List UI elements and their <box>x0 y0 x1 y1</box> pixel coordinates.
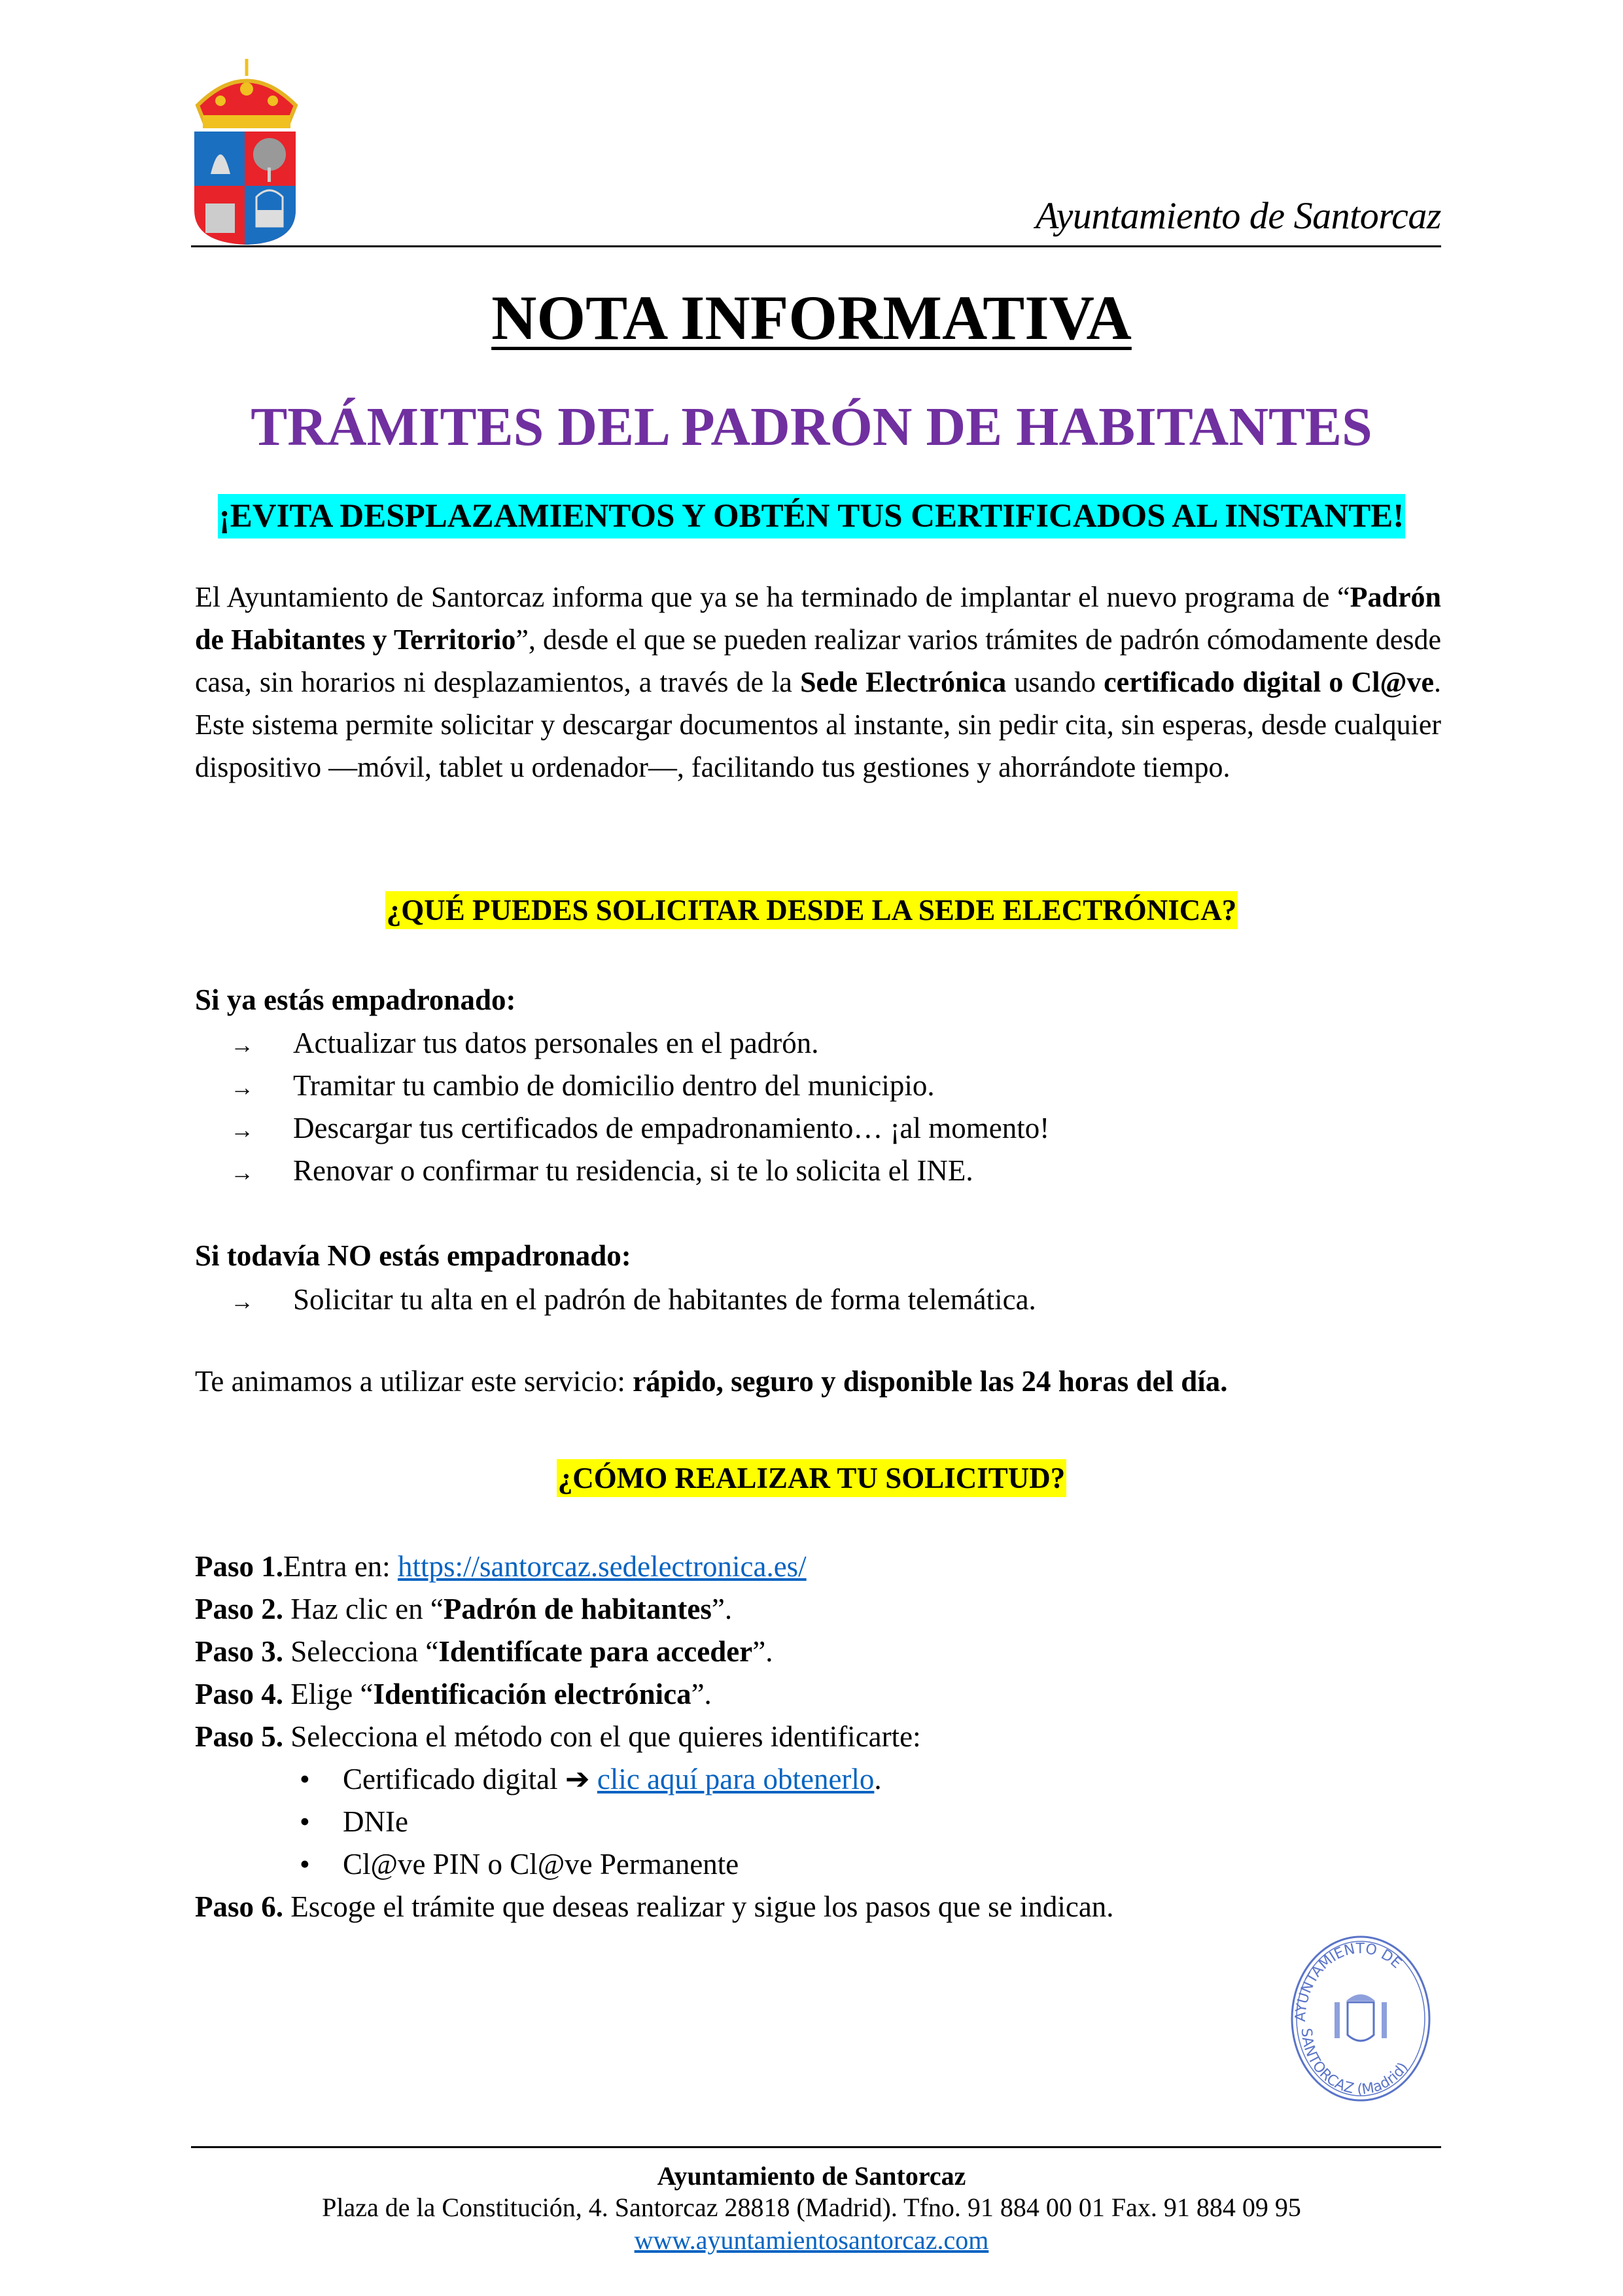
bullet-icon: • <box>300 1805 310 1838</box>
step-text: Haz clic en “ <box>283 1593 444 1625</box>
highlight-banner <box>0 497 1623 535</box>
intro-bold-program: Padrón de Habitantes y Territorio <box>195 581 1441 656</box>
get-certificate-link[interactable]: clic aquí para obtenerlo <box>597 1763 875 1795</box>
bullet-icon: • <box>300 1848 310 1881</box>
closing-bold: rápido, seguro y disponible las 24 horas del día. <box>633 1365 1228 1398</box>
official-stamp <box>1282 1930 1439 2107</box>
step-5 <box>195 1716 1114 1758</box>
arrow-icon: → <box>230 1288 254 1315</box>
step-text: Selecciona “ <box>283 1635 439 1668</box>
step-text: Escoge el trámite que deseas realizar y sigue los pasos que se indican. <box>283 1890 1114 1923</box>
list-item <box>230 1069 935 1103</box>
step-label: Paso 5. <box>195 1720 283 1753</box>
closing-sentence <box>195 1364 1228 1398</box>
step-label: Paso 1. <box>195 1550 283 1583</box>
coat-of-arms-icon <box>191 50 302 246</box>
stamp-seal-icon <box>1282 1930 1439 2107</box>
document-title: NOTA INFORMATIVA <box>491 283 1132 353</box>
step-bold: Identifícate para acceder <box>438 1635 753 1668</box>
section-heading-text: ¿CÓMO REALIZAR TU SOLICITUD? <box>557 1459 1067 1497</box>
intro-text: . Este sistema permite solicitar y descargar documentos al instante, sin pedir cita, sin esperas, desde cualquier dispositivo —móvil, tablet u ordenador—, facilitando tus gestiones y ahorrándote tiempo. <box>195 666 1441 783</box>
list-item-text: Renovar o confirmar tu residencia, si te lo solicita el INE. <box>293 1154 973 1187</box>
footer-address: Plaza de la Constitución, 4. Santorcaz 28818 (Madrid). Tfno. 91 884 00 01 Fax. 91 884 09 95 <box>322 2193 1301 2222</box>
list-item-text: Descargar tus certificados de empadronamiento… ¡al momento! <box>293 1112 1050 1144</box>
section-heading-how <box>0 1461 1623 1495</box>
stamp-bottom-text: SANTORCAZ (Madrid) <box>1297 2027 1412 2098</box>
list-item <box>230 1282 1036 1316</box>
step-text: ”. <box>711 1593 733 1625</box>
list-item <box>230 1111 1049 1145</box>
section-heading-text: ¿QUÉ PUEDES SOLICITAR DESDE LA SEDE ELECTRÓNICA? <box>385 891 1238 929</box>
step-2 <box>195 1588 1114 1631</box>
closing-text: Te animamos a utilizar este servicio: <box>195 1365 633 1398</box>
method-text: DNIe <box>343 1805 408 1838</box>
banner-text: ¡EVITA DESPLAZAMIENTOS Y OBTÉN TUS CERTIFICADOS AL INSTANTE! <box>218 494 1406 539</box>
intro-paragraph <box>195 576 1441 788</box>
arrow-right-icon: ➔ <box>565 1763 590 1795</box>
step-4 <box>195 1673 1114 1716</box>
method-text: Certificado digital <box>343 1763 565 1795</box>
method-text: Cl@ve PIN o Cl@ve Permanente <box>343 1848 739 1881</box>
list-item <box>230 1026 818 1060</box>
method-text: . <box>874 1763 882 1795</box>
arrow-icon: → <box>230 1032 254 1058</box>
method-clave <box>195 1843 1114 1886</box>
section-heading-what <box>0 893 1623 927</box>
steps-list <box>195 1545 1114 1928</box>
step-6 <box>195 1886 1114 1928</box>
step-label: Paso 2. <box>195 1593 283 1625</box>
arrow-icon: → <box>230 1159 254 1186</box>
intro-text: El Ayuntamiento de Santorcaz informa que ya se ha terminado de implantar el nuevo programa de “ <box>195 581 1350 613</box>
header-divider <box>191 245 1441 247</box>
document-subtitle: TRÁMITES DEL PADRÓN DE HABITANTES <box>251 397 1372 457</box>
bullet-icon: • <box>300 1763 310 1795</box>
step-label: Paso 6. <box>195 1890 283 1923</box>
intro-bold-cert: certificado digital o Cl@ve <box>1104 666 1434 698</box>
step-text: Selecciona el método con el que quieres identificarte: <box>283 1720 921 1753</box>
group-heading-not-registered: Si todavía NO estás empadronado: <box>195 1239 631 1272</box>
arrow-icon: → <box>230 1074 254 1101</box>
method-dnie <box>195 1801 1114 1843</box>
step-text: ”. <box>752 1635 773 1668</box>
step-text: Elige “ <box>283 1678 374 1710</box>
step-bold: Padrón de habitantes <box>443 1593 712 1625</box>
group-heading-registered: Si ya estás empadronado: <box>195 983 516 1016</box>
footer-website <box>0 2225 1623 2255</box>
website-link[interactable]: www.ayuntamientosantorcaz.com <box>634 2225 989 2255</box>
list-item-text: Solicitar tu alta en el padrón de habitantes de forma telemática. <box>293 1283 1036 1316</box>
stamp-top-text: AYUNTAMIENTO DE <box>1292 1940 1405 2022</box>
svg-text:SANTORCAZ (Madrid) <box>1298 2028 1412 2098</box>
step-label: Paso 4. <box>195 1678 283 1710</box>
coat-of-arms-logo <box>191 50 302 246</box>
method-certificado <box>195 1758 1114 1801</box>
organization-header: Ayuntamiento de Santorcaz <box>1035 194 1441 237</box>
footer-divider <box>191 2146 1441 2148</box>
step-text: Entra en: <box>283 1550 398 1583</box>
sede-electronica-link[interactable]: https://santorcaz.sedelectronica.es/ <box>397 1550 807 1583</box>
list-item-text: Actualizar tus datos personales en el padrón. <box>293 1027 819 1059</box>
step-label: Paso 3. <box>195 1635 283 1668</box>
step-bold: Identificación electrónica <box>373 1678 691 1710</box>
list-item-text: Tramitar tu cambio de domicilio dentro del municipio. <box>293 1069 935 1102</box>
intro-text: usando <box>1006 666 1104 698</box>
step-1 <box>195 1545 1114 1588</box>
intro-text: ”, desde el que se pueden realizar varios trámites de padrón cómodamente desde casa, sin horarios ni desplazamientos, a través de la <box>195 624 1441 698</box>
step-3 <box>195 1631 1114 1673</box>
step-text: ”. <box>691 1678 712 1710</box>
list-item <box>230 1154 973 1188</box>
intro-bold-sede: Sede Electrónica <box>800 666 1007 698</box>
footer-organization: Ayuntamiento de Santorcaz <box>657 2161 966 2191</box>
arrow-icon: → <box>230 1117 254 1143</box>
